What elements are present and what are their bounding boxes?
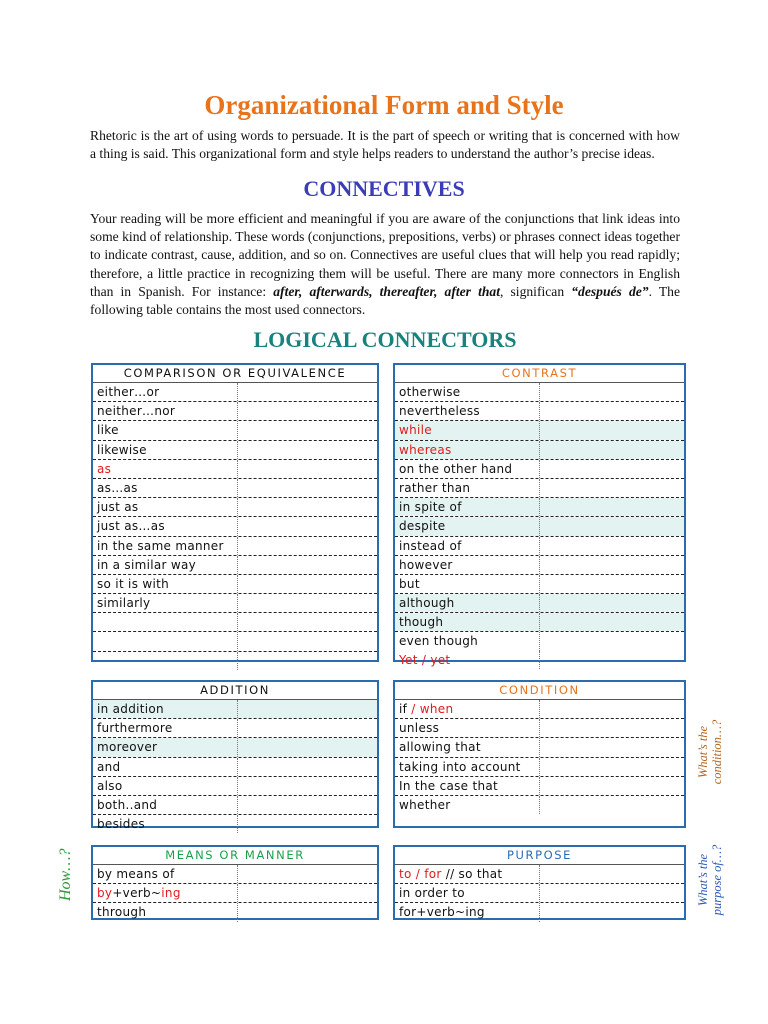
means-header: MEANS OR MANNER xyxy=(93,847,377,865)
table-cell-empty xyxy=(238,796,377,814)
table-cell xyxy=(93,652,238,670)
table-row xyxy=(93,402,377,421)
table-cell: allowing that xyxy=(395,738,540,756)
table-cell-empty xyxy=(540,738,684,756)
table-row xyxy=(93,517,377,536)
table-cell: likewise xyxy=(93,441,238,459)
table-cell-empty xyxy=(540,777,684,795)
table-cell: moreover xyxy=(93,738,238,756)
table-cell: In the case that xyxy=(395,777,540,795)
table-cell-empty xyxy=(540,498,684,516)
table-cell-empty xyxy=(540,441,684,459)
table-cell: but xyxy=(395,575,540,593)
yet-cap: Yet xyxy=(399,652,418,667)
table-cell-empty xyxy=(238,700,377,718)
condition-note-line2: condition…? xyxy=(710,719,724,785)
table-cell: besides xyxy=(93,815,238,833)
table-cell-empty xyxy=(540,383,684,401)
purpose-header: PURPOSE xyxy=(395,847,684,865)
table-cell xyxy=(395,865,540,883)
table-row xyxy=(395,613,684,632)
if-text: if xyxy=(399,702,408,716)
table-cell: by means of xyxy=(93,865,238,883)
so-that-text: // so that xyxy=(441,867,503,881)
if-sep: / xyxy=(407,702,420,716)
table-cell: in addition xyxy=(93,700,238,718)
table-row xyxy=(395,796,684,814)
table-row xyxy=(395,402,684,421)
table-cell: also xyxy=(93,777,238,795)
table-cell: instead of xyxy=(395,537,540,555)
table-cell: just as…as xyxy=(93,517,238,535)
connectives-heading: CONNECTIVES xyxy=(303,176,465,201)
connectives-text-before: Your reading will be more efficient and meaningful if you are aware of the conjunctions that link ideas into some kind of relationship. These words (conjunctions, prepositions, verbs) or phrases connect ideas together to indicate contrast, cause, addition, and so on. Connectives are useful clues that will help you read rapidly; therefore, a little practice in recognizing them will be useful. There are many more connectors in English than in Spanish. For instance: xyxy=(90,211,680,299)
table-row xyxy=(395,460,684,479)
table-row xyxy=(93,719,377,738)
table-row xyxy=(395,777,684,796)
intro-paragraph: Rhetoric is the art of using words to persuade. It is the part of speech or writing that is concerned with how a thing is said. This organizational form and style helps readers to understand the author’s precise ideas. xyxy=(90,128,680,161)
table-cell-empty xyxy=(238,865,377,883)
table-row xyxy=(93,594,377,613)
table-row xyxy=(395,903,684,921)
condition-note-line1: What’s the xyxy=(696,725,710,779)
table-cell-empty xyxy=(540,884,684,902)
condition-table xyxy=(393,680,686,828)
table-cell xyxy=(395,700,540,718)
table-row xyxy=(93,777,377,796)
table-cell-empty xyxy=(540,865,684,883)
table-row xyxy=(93,498,377,517)
table-row xyxy=(93,479,377,498)
table-cell: as…as xyxy=(93,479,238,497)
table-cell: just as xyxy=(93,498,238,516)
table-cell: like xyxy=(93,421,238,439)
table-cell: in spite of xyxy=(395,498,540,516)
table-row xyxy=(93,758,377,777)
table-row xyxy=(93,613,377,632)
purpose-note-line2: purpose of…? xyxy=(710,844,724,916)
table-cell-empty xyxy=(238,719,377,737)
table-cell-empty xyxy=(238,441,377,459)
table-cell: however xyxy=(395,556,540,574)
table-row xyxy=(395,651,684,669)
table-cell-empty xyxy=(540,556,684,574)
table-row xyxy=(395,758,684,777)
table-cell: whether xyxy=(395,796,540,814)
condition-rows xyxy=(395,719,684,814)
table-cell: in order to xyxy=(395,884,540,902)
table-row xyxy=(93,652,377,670)
addition-header: ADDITION xyxy=(93,682,377,700)
contrast-rows xyxy=(395,383,684,651)
means-table xyxy=(91,845,379,920)
table-cell: and xyxy=(93,758,238,776)
table-cell: despite xyxy=(395,517,540,535)
table-cell-empty xyxy=(238,758,377,776)
table-cell-empty xyxy=(540,758,684,776)
table-cell-empty xyxy=(540,594,684,612)
table-row xyxy=(395,632,684,650)
table-cell xyxy=(93,613,238,631)
table-row xyxy=(93,700,377,719)
table-cell-empty xyxy=(540,903,684,921)
table-cell-empty xyxy=(238,479,377,497)
table-row xyxy=(93,632,377,651)
table-cell-empty xyxy=(238,613,377,631)
table-row xyxy=(395,498,684,517)
table-cell-empty xyxy=(238,537,377,555)
table-cell-empty xyxy=(540,421,684,439)
table-cell-empty xyxy=(238,903,377,921)
table-cell: taking into account xyxy=(395,758,540,776)
connectives-examples: after, afterwards, thereafter, after that xyxy=(273,283,500,299)
table-cell-empty xyxy=(238,498,377,516)
table-cell-empty xyxy=(238,652,377,670)
table-cell: in a similar way xyxy=(93,556,238,574)
table-row xyxy=(395,575,684,594)
purpose-side-note xyxy=(696,822,724,938)
comparison-table xyxy=(91,363,379,662)
table-cell: furthermore xyxy=(93,719,238,737)
connectives-text-after: . The following table contains the most used connectors. xyxy=(90,283,681,318)
table-row xyxy=(395,479,684,498)
table-cell-empty xyxy=(540,632,684,650)
table-cell-empty xyxy=(540,460,684,478)
table-cell: though xyxy=(395,613,540,631)
table-row xyxy=(93,815,377,833)
table-cell: otherwise xyxy=(395,383,540,401)
table-row xyxy=(395,537,684,556)
table-cell: although xyxy=(395,594,540,612)
table-row xyxy=(93,903,377,921)
table-cell-empty xyxy=(238,402,377,420)
contrast-table xyxy=(393,363,686,667)
table-row xyxy=(93,383,377,402)
condition-header: CONDITION xyxy=(395,682,684,700)
table-cell-empty xyxy=(238,815,377,833)
table-cell-empty xyxy=(238,460,377,478)
to-text: to / xyxy=(399,867,425,881)
table-row xyxy=(93,556,377,575)
table-cell: nevertheless xyxy=(395,402,540,420)
table-cell-empty xyxy=(540,537,684,555)
table-row xyxy=(93,441,377,460)
table-row xyxy=(93,537,377,556)
ing-text: ing xyxy=(161,886,181,901)
connectives-spanish: “después de” xyxy=(571,283,649,299)
table-row xyxy=(93,884,377,903)
connectives-text-mid: , significan xyxy=(499,283,572,299)
table-cell-empty xyxy=(238,556,377,574)
table-cell: in the same manner xyxy=(93,537,238,555)
table-cell-empty xyxy=(540,613,684,631)
table-row xyxy=(395,556,684,575)
table-row xyxy=(93,575,377,594)
table-row xyxy=(395,884,684,903)
table-cell-empty xyxy=(238,738,377,756)
table-row xyxy=(93,738,377,757)
table-row xyxy=(395,719,684,738)
table-cell-empty xyxy=(540,700,684,718)
comparison-rows xyxy=(93,383,377,670)
table-cell: as xyxy=(93,460,238,478)
table-cell: rather than xyxy=(395,479,540,497)
table-row xyxy=(395,738,684,757)
purpose-note-line1: What’s the xyxy=(696,853,710,907)
table-cell-empty xyxy=(238,594,377,612)
table-cell-empty xyxy=(238,777,377,795)
by-text: by xyxy=(97,886,113,901)
table-cell: through xyxy=(93,903,238,921)
table-cell-empty xyxy=(540,719,684,737)
table-cell: either…or xyxy=(93,383,238,401)
for-text: for xyxy=(424,867,442,881)
table-cell-empty xyxy=(238,383,377,401)
table-cell-empty xyxy=(540,651,684,669)
how-side-note: How…? xyxy=(57,848,74,901)
table-row xyxy=(395,865,684,884)
table-row xyxy=(93,421,377,440)
table-cell: whereas xyxy=(395,441,540,459)
yet-lower: yet xyxy=(430,652,451,667)
table-cell-empty xyxy=(540,402,684,420)
table-cell-empty xyxy=(540,517,684,535)
table-cell-empty xyxy=(238,517,377,535)
table-cell: while xyxy=(395,421,540,439)
table-row xyxy=(395,383,684,402)
table-cell: so it is with xyxy=(93,575,238,593)
addition-rows xyxy=(93,700,377,833)
table-row xyxy=(395,421,684,440)
page-title: Organizational Form and Style xyxy=(204,90,564,120)
table-cell: even though xyxy=(395,632,540,650)
table-row xyxy=(395,700,684,719)
table-cell-empty xyxy=(540,479,684,497)
table-cell-empty xyxy=(238,575,377,593)
addition-table xyxy=(91,680,379,832)
table-cell-empty xyxy=(238,421,377,439)
logical-connectors-heading: LOGICAL CONNECTORS xyxy=(253,327,517,352)
table-cell xyxy=(93,884,238,902)
table-cell: on the other hand xyxy=(395,460,540,478)
when-text: when xyxy=(419,702,454,716)
table-cell xyxy=(395,651,540,669)
table-cell-empty xyxy=(238,884,377,902)
table-cell: both..and xyxy=(93,796,238,814)
purpose-table xyxy=(393,845,686,920)
comparison-header: COMPARISON OR EQUIVALENCE xyxy=(93,365,377,383)
table-cell-empty xyxy=(540,796,684,814)
table-cell: unless xyxy=(395,719,540,737)
table-cell xyxy=(93,632,238,650)
table-cell: for+verb~ing xyxy=(395,903,540,921)
table-row xyxy=(93,865,377,884)
table-row xyxy=(93,460,377,479)
table-cell: neither…nor xyxy=(93,402,238,420)
condition-side-note xyxy=(696,704,724,800)
verb-text: +verb~ xyxy=(112,886,162,901)
contrast-header: CONTRAST xyxy=(395,365,684,383)
table-cell-empty xyxy=(540,575,684,593)
yet-sep: / xyxy=(417,652,431,667)
table-row xyxy=(93,796,377,815)
table-row xyxy=(395,517,684,536)
table-cell: similarly xyxy=(93,594,238,612)
table-row xyxy=(395,441,684,460)
connectives-paragraph xyxy=(90,210,680,319)
table-row xyxy=(395,594,684,613)
table-cell-empty xyxy=(238,632,377,650)
